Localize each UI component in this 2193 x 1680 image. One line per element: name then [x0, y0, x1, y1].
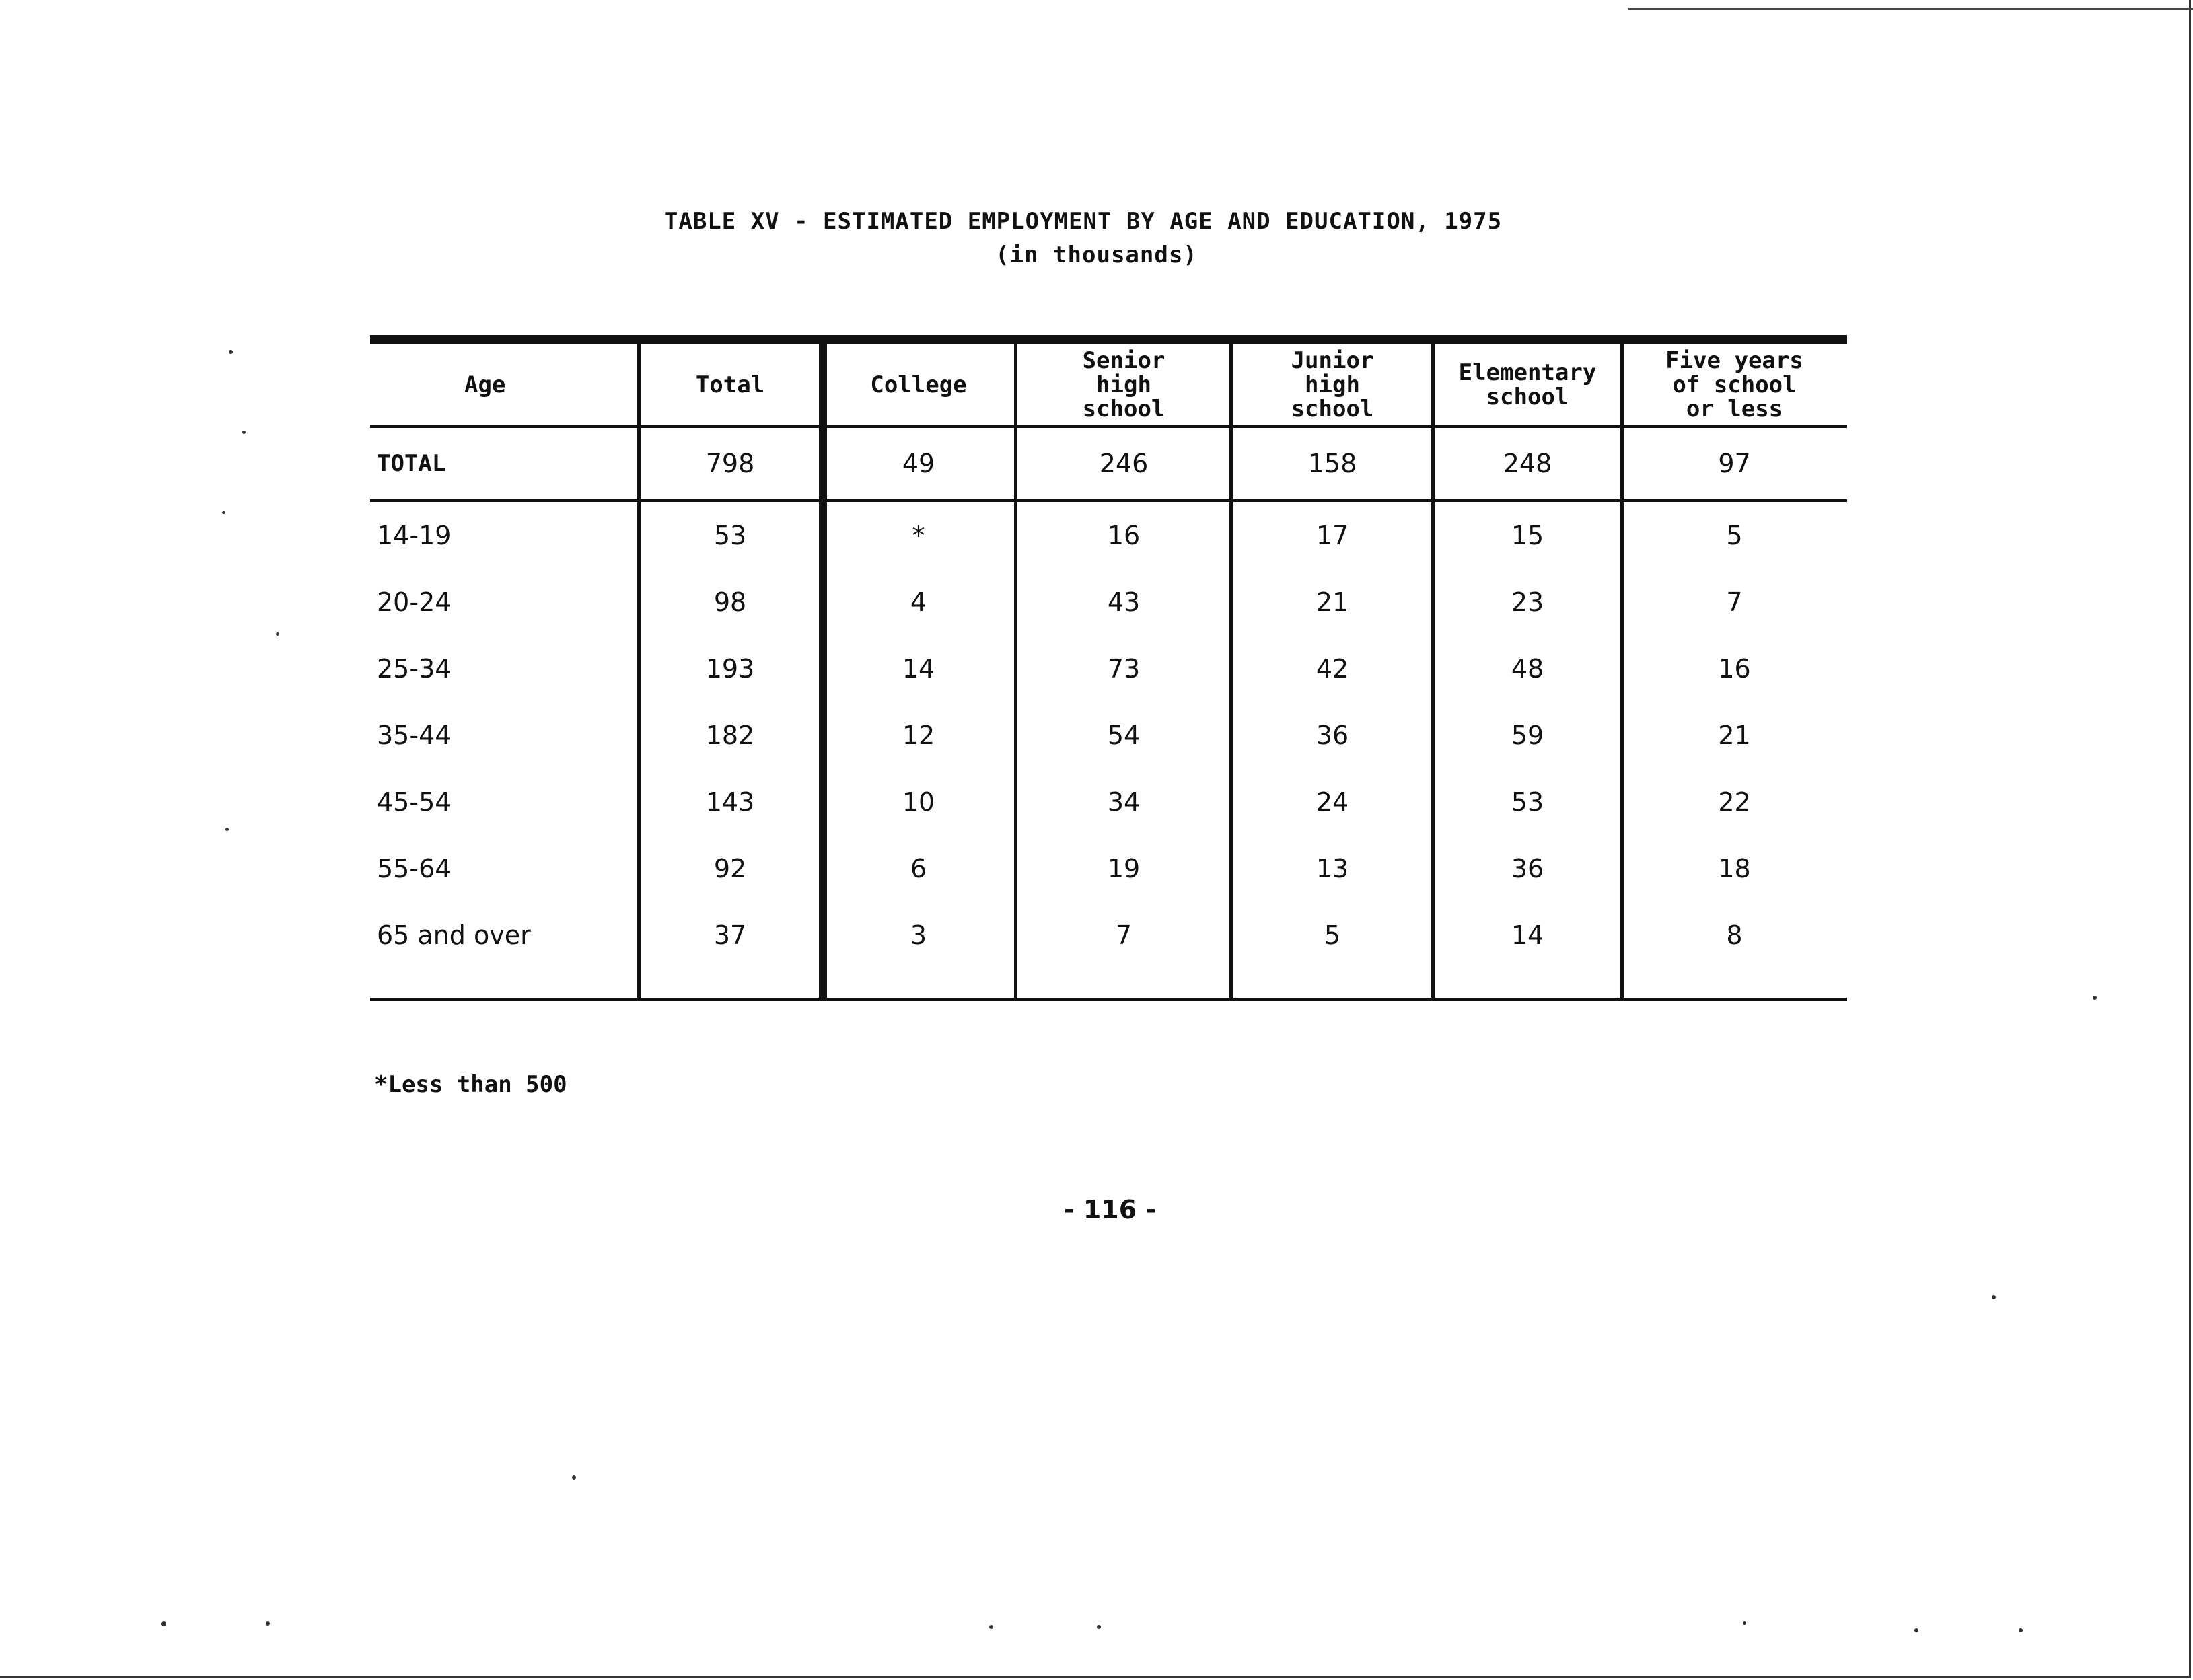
table-row — [370, 835, 1847, 902]
table-cell: 18 — [1718, 853, 1751, 883]
table-cell: 36 — [1316, 720, 1349, 750]
table-cell: 15 — [1511, 520, 1544, 550]
header-senior-high: Senior high school — [1082, 347, 1165, 423]
table-cell: 73 — [1107, 653, 1141, 684]
scan-speck — [989, 1625, 993, 1629]
scan-speck — [242, 431, 246, 434]
total-cell: 798 — [705, 449, 755, 478]
table-cell: 21 — [1718, 720, 1751, 750]
header-age: Age — [464, 371, 506, 398]
table-cell: 36 — [1511, 853, 1544, 883]
table-cell: 59 — [1511, 720, 1544, 750]
table-title: TABLE XV - ESTIMATED EMPLOYMENT BY AGE AND EDUCATION, 1975 — [663, 208, 1503, 235]
total-cell: 49 — [902, 449, 935, 478]
table-cell: 5 — [1726, 520, 1743, 550]
header-total: Total — [695, 371, 765, 398]
age-cell: 25-34 — [377, 653, 452, 684]
header-junior-high: Junior high school — [1291, 347, 1374, 423]
scan-speck — [2093, 996, 2097, 1000]
table-cell: 43 — [1107, 587, 1141, 617]
header-college: College — [870, 371, 967, 398]
scan-speck — [2019, 1628, 2023, 1632]
table-cell: 34 — [1107, 787, 1141, 817]
scan-speck — [161, 1621, 166, 1626]
scan-speck — [222, 511, 225, 514]
table-cell: 54 — [1107, 720, 1141, 750]
table-row — [370, 569, 1847, 635]
table-cell: 8 — [1726, 920, 1743, 950]
table-cell: 4 — [910, 587, 927, 617]
scan-speck — [229, 350, 233, 354]
table-cell: 10 — [902, 787, 935, 817]
table-body — [370, 502, 1847, 968]
age-cell: 55-64 — [377, 853, 452, 883]
table-cell: 5 — [1324, 920, 1341, 950]
table-cell: 14 — [902, 653, 935, 684]
total-cell: 97 — [1718, 449, 1751, 478]
table-cell: 53 — [713, 520, 747, 550]
page-number: - 116 - — [1063, 1195, 1157, 1225]
table-cell: 42 — [1316, 653, 1349, 684]
header-elementary: Elementary school — [1458, 359, 1597, 410]
table-cell: 7 — [1115, 920, 1133, 950]
table-cell: 19 — [1107, 853, 1141, 883]
total-cell: 248 — [1503, 449, 1552, 478]
age-cell: 20-24 — [377, 587, 452, 617]
table-cell: 14 — [1511, 920, 1544, 950]
employment-table — [370, 335, 1847, 1001]
table-row — [370, 502, 1847, 569]
scan-speck — [1914, 1628, 1918, 1632]
table-cell: 6 — [910, 853, 927, 883]
table-cell: * — [912, 520, 925, 550]
scan-speck — [1097, 1625, 1101, 1629]
table-cell: 143 — [705, 787, 755, 817]
table-cell: 53 — [1511, 787, 1544, 817]
top-edge-line — [1628, 8, 2193, 10]
table-cell: 193 — [705, 653, 755, 684]
total-label: TOTAL — [377, 450, 446, 477]
table-cell: 7 — [1726, 587, 1743, 617]
table-cell: 182 — [705, 720, 755, 750]
table-row — [370, 902, 1847, 968]
footnote: *Less than 500 — [374, 1071, 567, 1098]
table-cell: 17 — [1316, 520, 1349, 550]
scan-speck — [266, 1621, 270, 1626]
age-cell: 35-44 — [377, 720, 452, 750]
table-cell: 22 — [1718, 787, 1751, 817]
table-cell: 16 — [1718, 653, 1751, 684]
table-row — [370, 635, 1847, 702]
age-cell: 45-54 — [377, 787, 452, 817]
header-row — [370, 344, 1847, 428]
table-cell: 21 — [1316, 587, 1349, 617]
scan-speck — [572, 1475, 576, 1480]
scan-speck — [276, 632, 279, 636]
table-cell: 3 — [910, 920, 927, 950]
table-cell: 23 — [1511, 587, 1544, 617]
table-cell: 13 — [1316, 853, 1349, 883]
table-row — [370, 768, 1847, 835]
table-cell: 24 — [1316, 787, 1349, 817]
table-cell: 37 — [713, 920, 747, 950]
total-cell: 246 — [1099, 449, 1149, 478]
header-five-years: Five years of school or less — [1665, 347, 1803, 423]
total-cell: 158 — [1307, 449, 1357, 478]
table-row — [370, 702, 1847, 768]
table-cell: 12 — [902, 720, 935, 750]
age-cell: 65 and over — [377, 920, 531, 950]
table-title-block — [0, 205, 2193, 272]
table-cell: 48 — [1511, 653, 1544, 684]
table-cell: 16 — [1107, 520, 1141, 550]
scan-speck — [1992, 1295, 1996, 1299]
table-cell: 98 — [713, 587, 747, 617]
table-subtitle: (in thousands) — [995, 242, 1198, 268]
table-cell: 92 — [713, 853, 747, 883]
total-row — [370, 428, 1847, 502]
scan-speck — [1743, 1621, 1746, 1625]
age-cell: 14-19 — [377, 520, 452, 550]
scan-speck — [225, 828, 229, 831]
